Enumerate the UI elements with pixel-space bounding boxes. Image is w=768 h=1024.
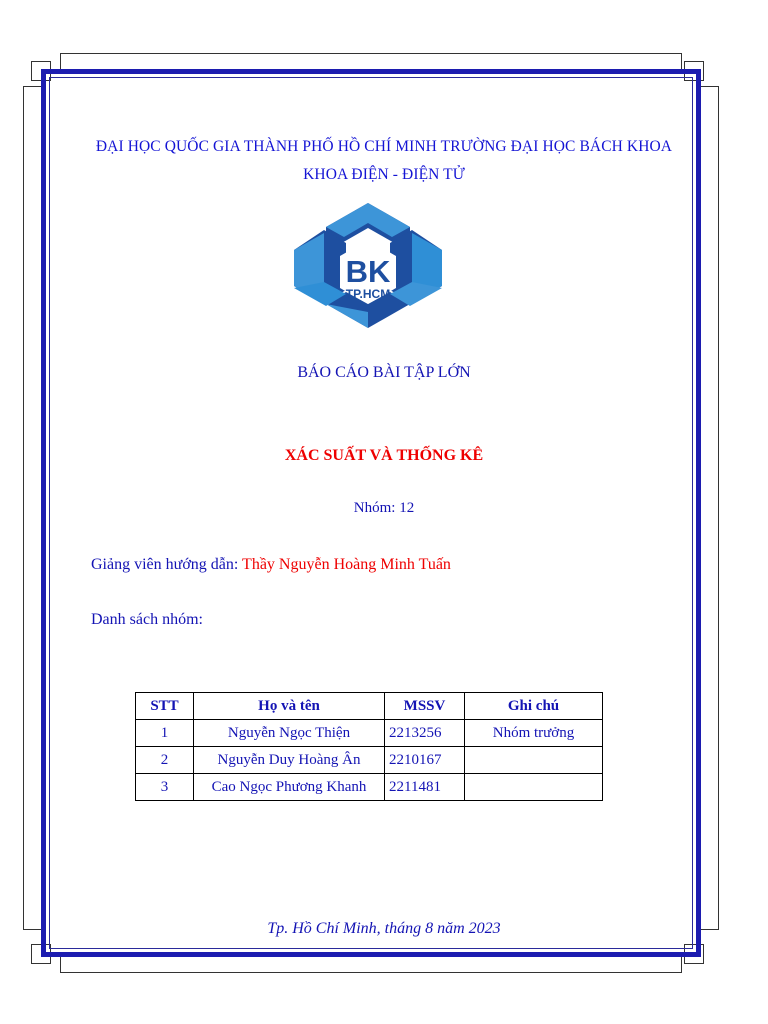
cell-mssv: 2211481 [385, 774, 465, 801]
logo-sub-text: TP.HCM [345, 287, 391, 301]
cell-mssv: 2213256 [385, 720, 465, 747]
instructor-name: Thầy Nguyễn Hoàng Minh Tuấn [242, 556, 451, 573]
cell-note: Nhóm trưởng [465, 720, 603, 747]
group-number: Nhóm: 12 [353, 500, 415, 516]
cell-stt: 1 [136, 720, 194, 747]
header-note: Ghi chú [465, 693, 603, 720]
cell-note [465, 774, 603, 801]
place-date-footer: Tp. Hồ Chí Minh, tháng 8 năm 2023 [267, 920, 501, 937]
table-row [136, 774, 603, 801]
cell-name: Nguyễn Duy Hoàng Ân [194, 747, 385, 774]
table-row [136, 720, 603, 747]
cell-name: Nguyễn Ngọc Thiện [194, 720, 385, 747]
member-list-label: Danh sách nhóm: [91, 611, 203, 628]
header-stt: STT [136, 693, 194, 720]
logo-main-text: BK [345, 254, 391, 289]
cell-stt: 3 [136, 774, 194, 801]
cell-name: Cao Ngọc Phương Khanh [194, 774, 385, 801]
header-mssv: MSSV [385, 693, 465, 720]
border-outer-bottom [60, 955, 682, 973]
header-name: Họ và tên [194, 693, 385, 720]
cell-note [465, 747, 603, 774]
faculty-name: KHOA ĐIỆN - ĐIỆN TỬ [303, 166, 465, 183]
cell-mssv: 2210167 [385, 747, 465, 774]
report-type: BÁO CÁO BÀI TẬP LỚN [297, 364, 471, 381]
bk-logo [290, 200, 446, 334]
subject-title: XÁC SUẤT VÀ THỐNG KÊ [284, 447, 484, 464]
table-row [136, 747, 603, 774]
member-table [135, 692, 603, 801]
instructor-label: Giảng viên hướng dẫn: [91, 556, 243, 573]
table-header-row [136, 693, 603, 720]
instructor-line [91, 556, 451, 574]
cell-stt: 2 [136, 747, 194, 774]
university-name: ĐẠI HỌC QUỐC GIA THÀNH PHỐ HỒ CHÍ MINH TRƯỜNG ĐẠI HỌC BÁCH KHOA [95, 138, 673, 155]
